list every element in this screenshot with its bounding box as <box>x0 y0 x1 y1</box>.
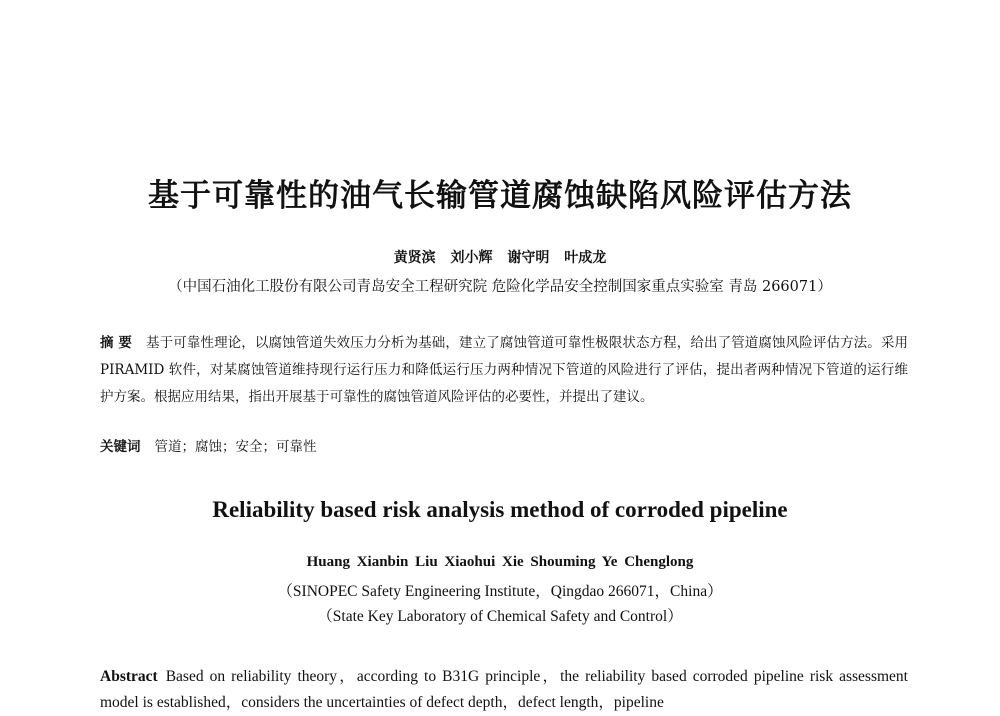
english-authors: Huang Xianbin Liu Xiaohui Xie Shouming Ye Chenglong <box>306 554 694 570</box>
chinese-keywords <box>100 435 908 455</box>
english-affiliation-institute: （SINOPEC Safety Engineering Institute，Qingdao 266071，China） <box>277 583 723 600</box>
chinese-abstract-label: 摘 要 <box>100 335 133 351</box>
english-abstract-label: Abstract <box>100 668 158 685</box>
english-affiliation-laboratory: （State Key Laboratory of Chemical Safety and Control） <box>317 608 683 625</box>
chinese-keywords-label: 关键词 <box>100 439 141 455</box>
chinese-abstract-text: 基于可靠性理论，以腐蚀管道失效压力分析为基础，建立了腐蚀管道可靠性极限状态方程，给出了管道腐蚀风险评估方法。采用 PIRAMID 软件，对某腐蚀管道维持现行运行压力和降低运行压力两种情况下管道的风险进行了评估，提出者两种情况下管道的运行维护方案。根据应用结果，指出开展基于可靠性的腐蚀管道风险评估的必要性，并提出了建议。 <box>100 335 909 405</box>
chinese-authors: 黄贤滨 刘小辉 谢守明 叶成龙 <box>393 250 607 266</box>
english-abstract-text: Based on reliability theory，according to B31G principle，the reliability based corroded pipeline risk assessment model is established，considers the uncertainties of defect depth，defect length，pipeline <box>100 668 908 711</box>
english-title: Reliability based risk analysis method of corroded pipeline <box>212 497 788 522</box>
chinese-abstract <box>100 330 908 411</box>
english-abstract <box>100 664 908 716</box>
chinese-title: 基于可靠性的油气长输管道腐蚀缺陷风险评估方法 <box>148 178 852 214</box>
chinese-keywords-text: 管道；腐蚀；安全；可靠性 <box>154 439 317 455</box>
chinese-affiliation: （中国石油化工股份有限公司青岛安全工程研究院 危险化学品安全控制国家重点实验室 青岛 266071） <box>168 279 832 295</box>
